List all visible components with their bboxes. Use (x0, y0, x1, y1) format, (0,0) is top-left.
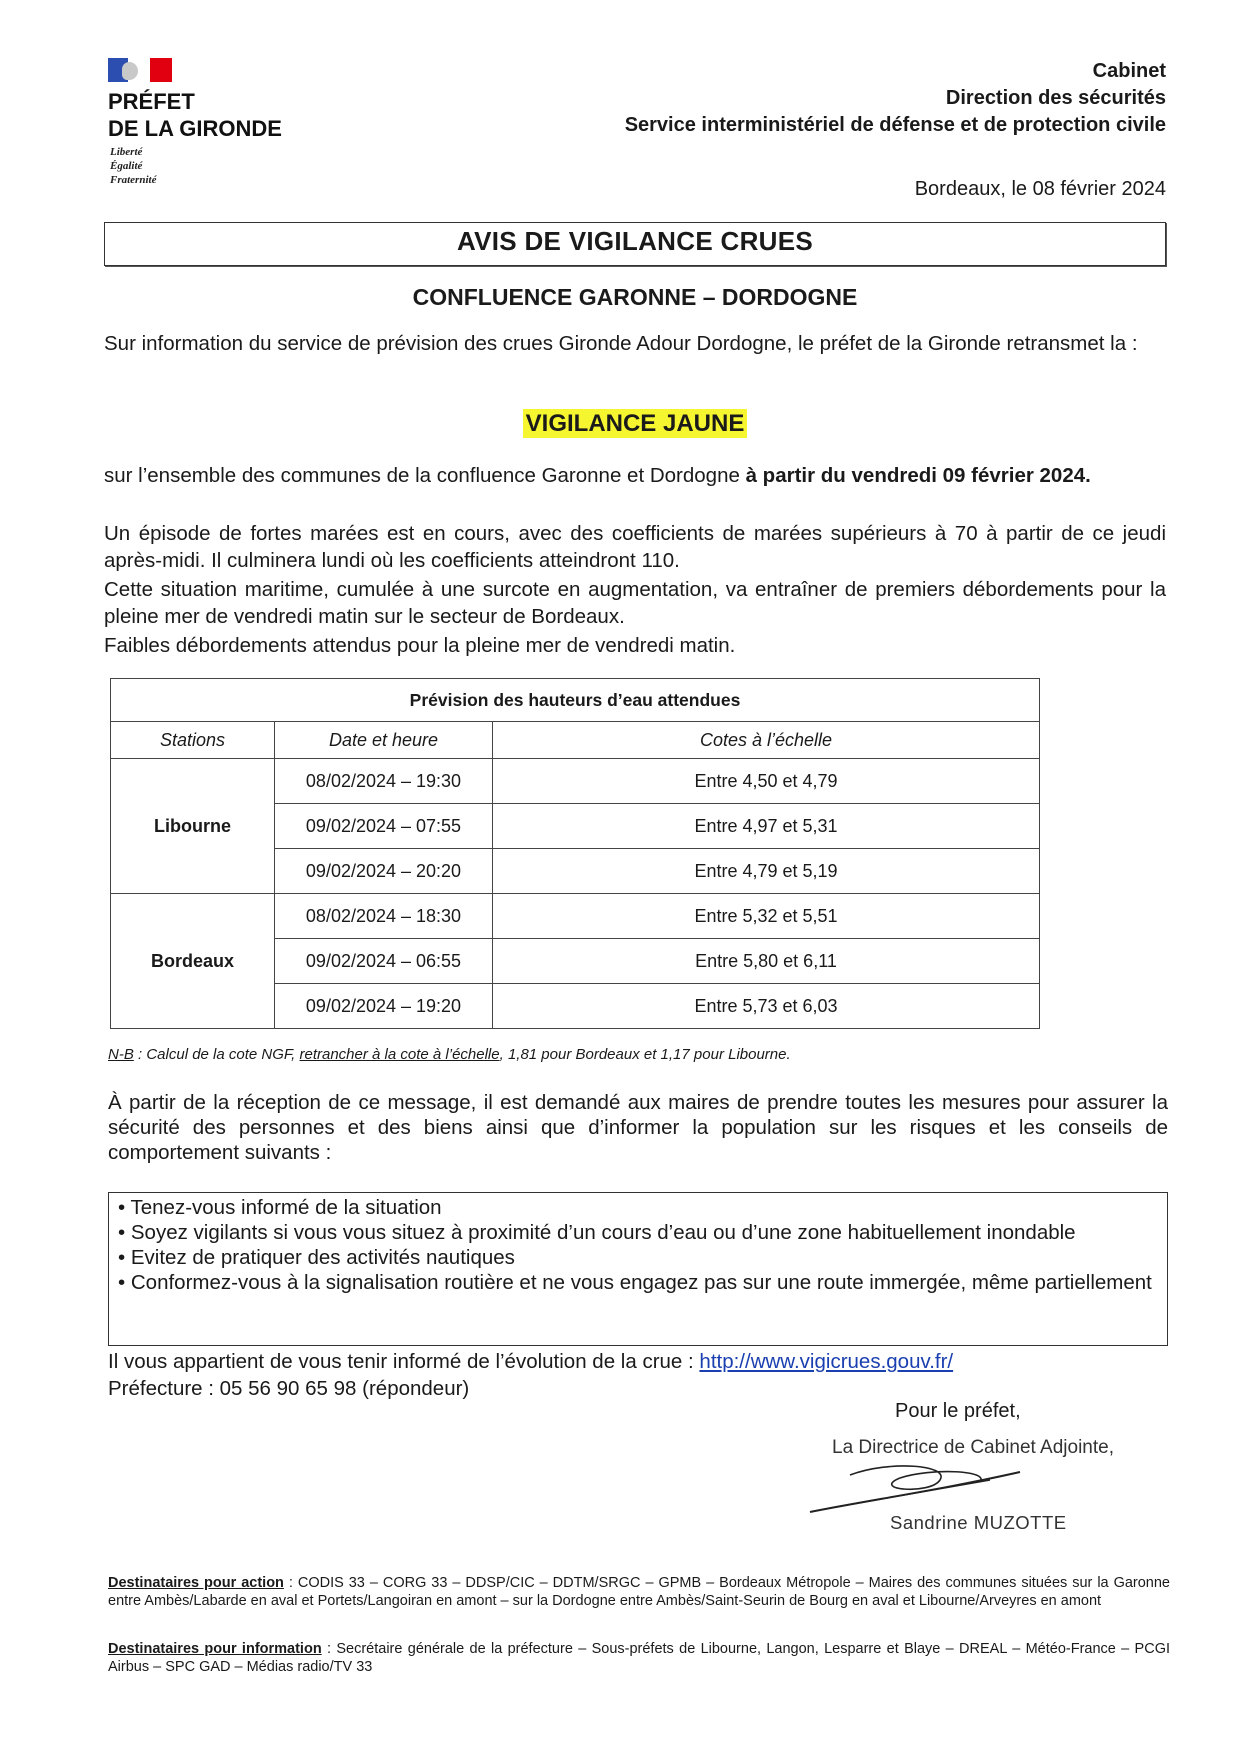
advice-item: • Tenez-vous informé de la situation (118, 1196, 442, 1219)
situation-paragraph: Cette situation maritime, cumulée à une surcote en augmentation, va entraîner de premiers débordements pour la pleine mer de vendredi matin sur le secteur de Bordeaux. (104, 578, 1166, 628)
document-title: AVIS DE VIGILANCE CRUES (456, 226, 814, 256)
row-cote: Entre 4,50 et 4,79 (493, 759, 1040, 804)
document-subtitle: CONFLUENCE GARONNE – DORDOGNE (412, 284, 858, 310)
row-cote: Entre 5,32 et 5,51 (493, 894, 1040, 939)
org-line1: PRÉFET (108, 89, 195, 114)
phone-line: Préfecture : 05 56 90 65 98 (répondeur) (108, 1377, 470, 1400)
note-emphasis: retrancher à la cote à l’échelle (299, 1046, 500, 1063)
dept-direction: Direction des sécurités (945, 87, 1166, 109)
tide-paragraph: Un épisode de fortes marées est en cours, avec des coefficients de marées supérieurs à 70 à partir de ce jeudi après-midi. Il culminera lundi où les coefficients atteindront 110. (104, 522, 1166, 572)
signature-role: La Directrice de Cabinet Adjointe, (832, 1437, 1114, 1458)
advice-item: • Conformez-vous à la signalisation routière et ne vous engagez pas sur une route immergée, même partiellement (118, 1271, 1152, 1294)
vigilance-badge: VIGILANCE JAUNE (523, 409, 748, 438)
org-line2: DE LA GIRONDE (108, 116, 282, 141)
table-row (111, 759, 1040, 804)
motto-liberte: Liberté (110, 146, 143, 158)
row-cote: Entre 4,79 et 5,19 (493, 849, 1040, 894)
scope-text: sur l’ensemble des communes de la confluence Garonne et Dordogne (104, 464, 746, 487)
header-stations: Stations (111, 722, 275, 759)
forecast-table (110, 678, 1040, 1029)
row-date: 09/02/2024 – 19:20 (275, 984, 493, 1029)
document-date: Bordeaux, le 08 février 2024 (914, 178, 1166, 200)
info-line (108, 1348, 953, 1375)
table-row (111, 894, 1040, 939)
scope-date: à partir du vendredi 09 février 2024. (745, 464, 1091, 487)
row-date: 09/02/2024 – 20:20 (275, 849, 493, 894)
intro-paragraph: Sur information du service de prévision des crues Gironde Adour Dordogne, le préfet de la Gironde retransmet la : (104, 332, 1138, 355)
note-text2: , 1,81 pour Bordeaux et 1,17 pour Libourne. (499, 1046, 791, 1063)
advice-box (108, 1192, 1168, 1346)
info-block (108, 1348, 953, 1402)
recipients-action-label: Destinataires pour action (108, 1575, 284, 1591)
motto-egalite: Égalité (110, 160, 143, 172)
handwritten-signature (790, 1450, 1050, 1520)
station-name: Libourne (111, 759, 275, 894)
note-label: N-B (108, 1046, 134, 1063)
recipients-action-text: : CODIS 33 – CORG 33 – DDSP/CIC – DDTM/SRGC – GPMB – Bordeaux Métropole – Maires des communes situées sur la Garonne entre Ambès/Labarde en aval et Portets/Langoiran en amont – sur la Dordogne entre Ambès/Saint-Seurin de Bourg en aval et Libourne/Arveyres en amont (108, 1575, 1170, 1609)
motto-fraternite: Fraternité (110, 174, 157, 186)
row-cote: Entre 4,97 et 5,31 (493, 804, 1040, 849)
republic-motto (110, 145, 156, 187)
recipients-info-text: : Secrétaire générale de la préfecture – Sous-préfets de Libourne, Langon, Lesparre et Blaye – DREAL – Météo-France – PCGI Airbus – SPC GAD – Médias radio/TV 33 (108, 1641, 1170, 1675)
signature-for-prefect: Pour le préfet, (895, 1400, 1021, 1422)
row-date: 08/02/2024 – 19:30 (275, 759, 493, 804)
advice-list (109, 1193, 1167, 1295)
row-date: 09/02/2024 – 07:55 (275, 804, 493, 849)
recipients-info-label: Destinataires pour information (108, 1641, 322, 1657)
advice-item: • Soyez vigilants si vous vous situez à proximité d’un cours d’eau ou d’une zone habituellement inondable (118, 1221, 1076, 1244)
info-text: Il vous appartient de vous tenir informé de l’évolution de la crue : (108, 1350, 700, 1373)
department-header (625, 58, 1166, 139)
table-note (108, 1046, 791, 1063)
row-cote: Entre 5,73 et 6,03 (493, 984, 1040, 1029)
recipients-action (108, 1574, 1170, 1610)
scope-paragraph (104, 462, 1166, 489)
vigicrues-link[interactable]: http://www.vigicrues.gouv.fr/ (699, 1350, 954, 1373)
vigilance-level (104, 410, 1166, 438)
recipients-information (108, 1640, 1170, 1676)
mayors-paragraph: À partir de la réception de ce message, il est demandé aux maires de prendre toutes les mesures pour assurer la sécurité des personnes et des biens ainsi que d’informer la population sur les risques et les conseils de comportement suivants : (108, 1091, 1168, 1164)
row-date: 08/02/2024 – 18:30 (275, 894, 493, 939)
advice-item: • Evitez de pratiquer des activités nautiques (118, 1246, 515, 1269)
header-date: Date et heure (275, 722, 493, 759)
row-date: 09/02/2024 – 06:55 (275, 939, 493, 984)
header-cotes: Cotes à l’échelle (493, 722, 1040, 759)
table-caption: Prévision des hauteurs d’eau attendues (111, 679, 1040, 722)
overflow-paragraph: Faibles débordements attendus pour la pleine mer de vendredi matin. (104, 634, 736, 657)
station-name: Bordeaux (111, 894, 275, 1029)
note-text1: : Calcul de la cote NGF, (133, 1046, 300, 1063)
dept-service: Service interministériel de défense et de protection civile (624, 114, 1166, 136)
prefecture-name (108, 88, 282, 142)
marianne-flag-logo (108, 58, 172, 82)
row-cote: Entre 5,80 et 6,11 (493, 939, 1040, 984)
dept-cabinet: Cabinet (1092, 60, 1166, 82)
signatory-name: Sandrine MUZOTTE (890, 1512, 1067, 1533)
